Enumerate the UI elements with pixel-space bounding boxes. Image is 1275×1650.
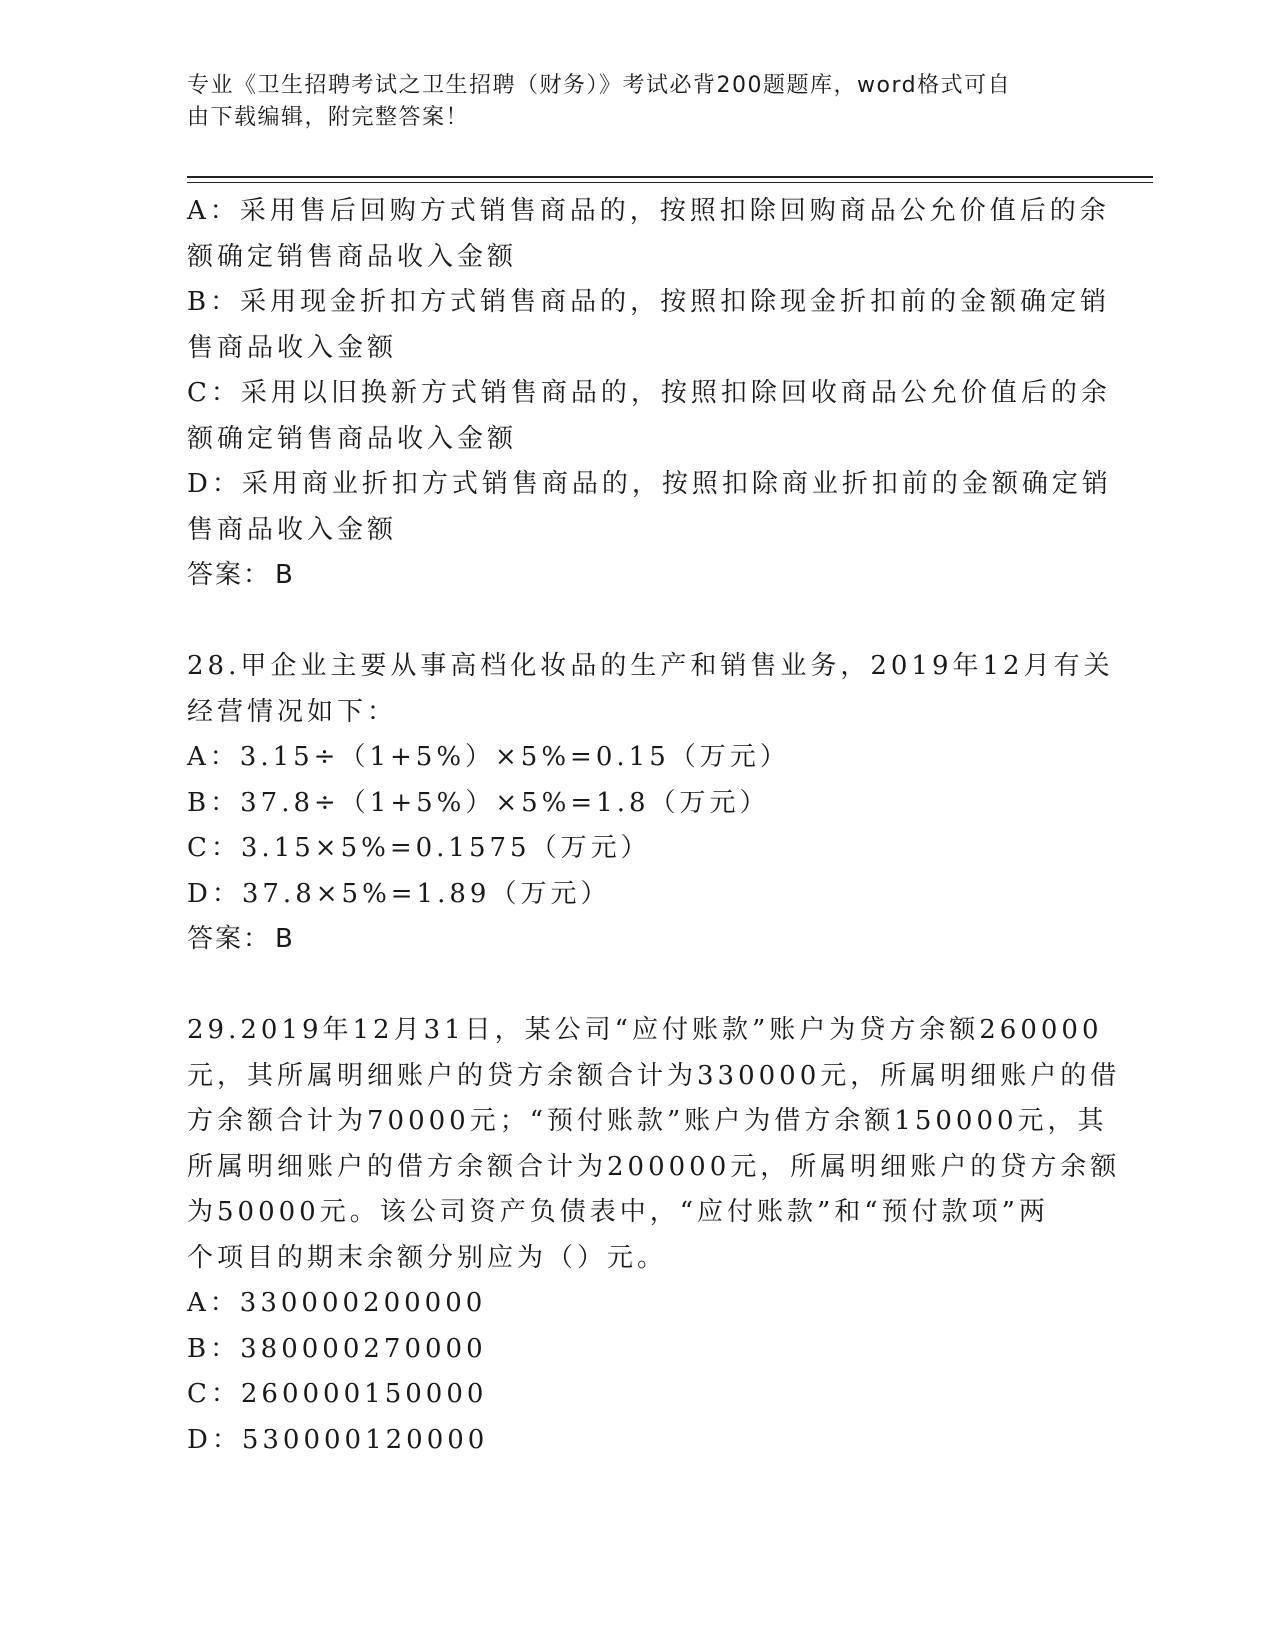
question-stem-line-4: 所属明细账户的借方余额合计为200000元，所属明细账户的贷方余额 (187, 1151, 1121, 1182)
answer-label: 答案： (187, 924, 272, 954)
option-a-line-1: A：采用售后回购方式销售商品的，按照扣除回购商品公允价值后的余 (187, 196, 1110, 226)
option-b: B：380000270000 (187, 1333, 487, 1364)
option-c-line-2: 额确定销售商品收入金额 (187, 423, 518, 454)
option-b-line-1: B：采用现金折扣方式销售商品的，按照扣除现金折扣前的金额确定销 (187, 287, 1111, 317)
header-divider-thin (187, 182, 1153, 183)
answer-label: 答案： (187, 560, 272, 590)
option-d: D：530000120000 (187, 1424, 489, 1455)
answer-line (187, 917, 1077, 963)
question-29 (187, 1008, 1121, 1463)
spacer (187, 599, 1077, 645)
option-d-line-2: 售商品收入金额 (187, 514, 398, 545)
question-stem-line-6: 个项目的期末余额分别应为（）元。 (187, 1242, 668, 1273)
question-stem-line-1: 29.2019年12月31日，某公司“应付账款”账户为贷方余额260000 (187, 1015, 1103, 1045)
option-b: B：37.8÷（1+5%）×5%=1.8（万元） (187, 787, 770, 818)
option-a: A：3.15÷（1+5%）×5%=0.15（万元） (187, 742, 790, 772)
question-27-options (187, 189, 1112, 599)
page-header (187, 70, 1067, 134)
question-stem-line-3: 方余额合计为70000元；“预付账款”账户为借方余额150000元，其 (187, 1106, 1108, 1136)
option-d: D：37.8×5%=1.89（万元） (187, 878, 611, 909)
question-stem-line-1: 28.甲企业主要从事高档化妆品的生产和销售业务，2019年12月有关 (187, 651, 1114, 681)
option-b-line-2: 售商品收入金额 (187, 332, 398, 363)
answer-value: B (275, 924, 295, 954)
question-stem-line-2: 元，其所属明细账户的贷方余额合计为330000元，所属明细账户的借 (187, 1060, 1121, 1091)
header-divider-thick (187, 176, 1153, 178)
option-a-line-2: 额确定销售商品收入金额 (187, 241, 518, 272)
option-d-line-1: D：采用商业折扣方式销售商品的，按照扣除商业折扣前的金额确定销 (187, 469, 1112, 499)
option-c: C：260000150000 (187, 1379, 488, 1409)
answer-line (187, 553, 1077, 599)
answer-value: B (275, 560, 295, 590)
question-stem-line-2: 经营情况如下： (187, 696, 398, 727)
option-c-line-1: C：采用以旧换新方式销售商品的，按照扣除回收商品公允价值后的余 (187, 378, 1111, 408)
option-c: C：3.15×5%=0.1575（万元） (187, 833, 651, 863)
document-body (187, 189, 1121, 1463)
spacer (187, 963, 1077, 1009)
header-line-1: 专业《卫生招聘考试之卫生招聘（财务）》考试必背200题题库，word格式可自 (187, 73, 1012, 98)
option-a: A：330000200000 (187, 1288, 487, 1318)
question-stem-line-5: 为50000元。该公司资产负债表中，“应付账款”和“预付款项”两 (187, 1197, 1049, 1227)
header-line-2: 由下载编辑，附完整答案！ (187, 105, 470, 130)
question-28 (187, 644, 1114, 963)
